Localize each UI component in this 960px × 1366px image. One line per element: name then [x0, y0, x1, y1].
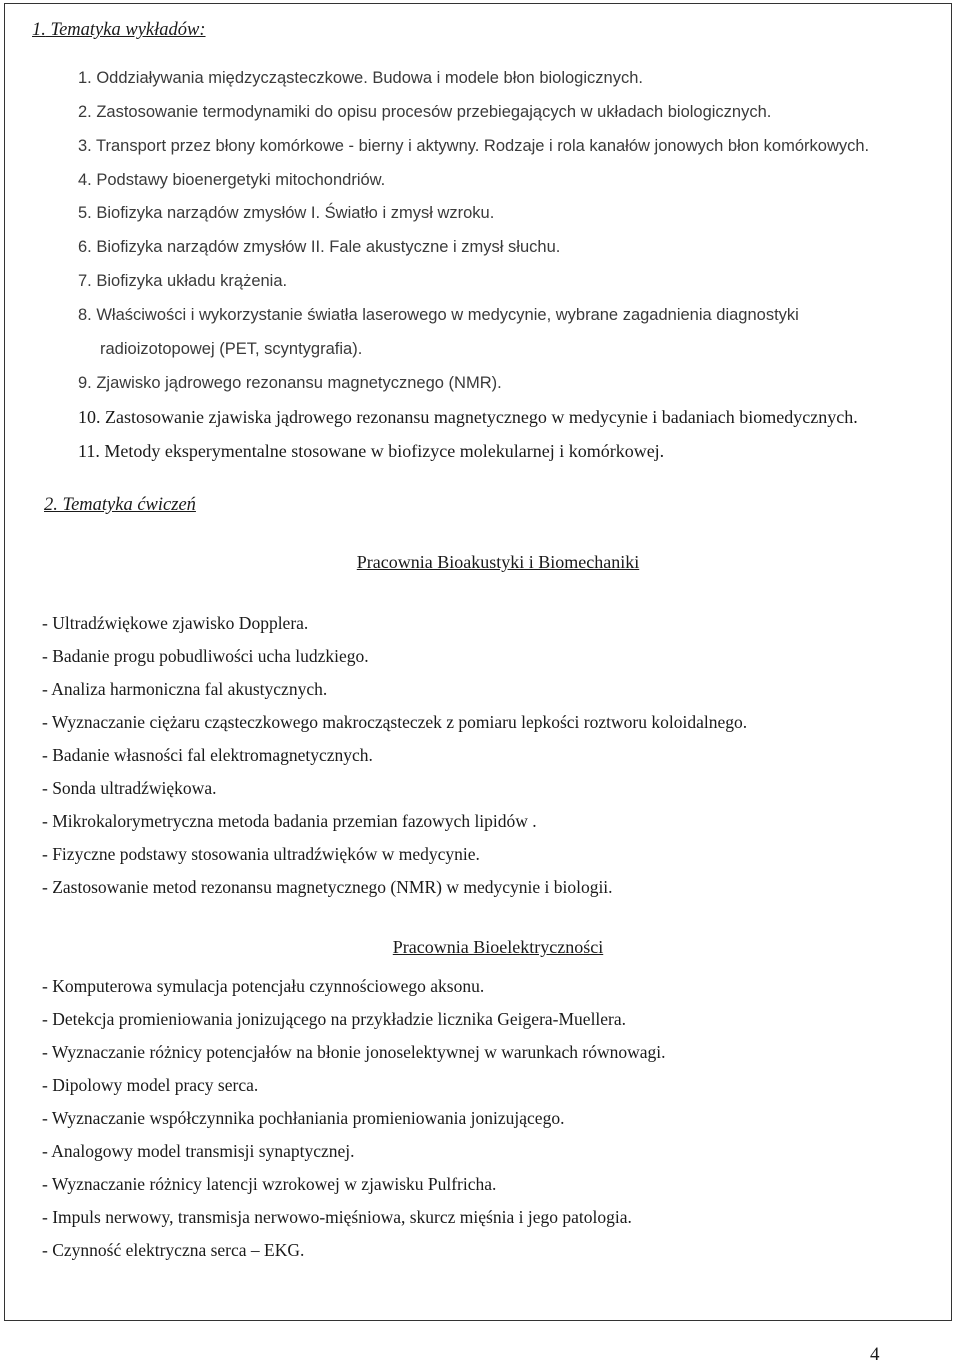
lab-1-item: - Zastosowanie metod rezonansu magnetycznego (NMR) w medycynie i biologii.: [42, 877, 613, 897]
lab-2-item: - Dipolowy model pracy serca.: [42, 1075, 259, 1095]
lab-2-title: Pracownia Bioelektryczności: [392, 937, 604, 957]
lab-2-item: - Analogowy model transmisji synaptycznej.: [42, 1141, 355, 1161]
lab-2-item: - Czynność elektryczna serca – EKG.: [42, 1240, 305, 1260]
section-2-heading: 2. Tematyka ćwiczeń: [44, 495, 196, 515]
page-number: 4: [870, 1344, 880, 1365]
lecture-item-3: 3. Transport przez błony komórkowe - bierny i aktywny. Rodzaje i rola kanałów jonowych błon komórkowych.: [78, 137, 870, 155]
lecture-item-8: 8. Właściwości i wykorzystanie światła laserowego w medycynie, wybrane zagadnienia diagnostyki: [78, 306, 799, 324]
lecture-item-2: 2. Zastosowanie termodynamiki do opisu procesów przebiegających w układach biologicznych.: [78, 103, 772, 121]
lecture-item-7: 7. Biofizyka układu krążenia.: [78, 272, 288, 290]
lab-1-item: - Badanie własności fal elektromagnetycznych.: [42, 745, 373, 765]
lab-1-item: - Sonda ultradźwiękowa.: [42, 778, 217, 798]
lab-1-item: - Analiza harmoniczna fal akustycznych.: [42, 679, 328, 699]
lab-1-item: - Wyznaczanie ciężaru cząsteczkowego makrocząsteczek z pomiaru lepkości roztworu koloidalnego.: [42, 712, 748, 732]
lab-2-item: - Wyznaczanie współczynnika pochłaniania promieniowania jonizującego.: [42, 1108, 565, 1128]
lecture-item-9: 9. Zjawisko jądrowego rezonansu magnetycznego (NMR).: [78, 374, 502, 392]
lecture-item-8-continued: radioizotopowej (PET, scyntygrafia).: [100, 340, 363, 358]
lab-2-item: - Komputerowa symulacja potencjału czynnościowego aksonu.: [42, 976, 485, 996]
lab-2-item: - Wyznaczanie różnicy latencji wzrokowej w zjawisku Pulfricha.: [42, 1174, 497, 1194]
lecture-item-6: 6. Biofizyka narządów zmysłów II. Fale akustyczne i zmysł słuchu.: [78, 238, 561, 256]
lab-1-item: - Badanie progu pobudliwości ucha ludzkiego.: [42, 646, 369, 666]
section-1-number: 1.: [32, 20, 46, 40]
lab-2-item: - Wyznaczanie różnicy potencjałów na błonie jonoselektywnej w warunkach równowagi.: [42, 1042, 666, 1062]
lab-2-item: - Detekcja promieniowania jonizującego na przykładzie licznika Geigera-Muellera.: [42, 1009, 627, 1029]
lab-1-item: - Ultradźwiękowe zjawisko Dopplera.: [42, 613, 309, 633]
section-1-title: Tematyka wykładów:: [50, 20, 206, 40]
lab-1-item: - Mikrokalorymetryczna metoda badania przemian fazowych lipidów .: [42, 811, 537, 831]
lab-1-item: - Fizyczne podstawy stosowania ultradźwięków w medycynie.: [42, 844, 480, 864]
lecture-item-1: 1. Oddziaływania międzycząsteczkowe. Budowa i modele błon biologicznych.: [78, 69, 643, 87]
lab-1-title: Pracownia Bioakustyki i Biomechaniki: [356, 552, 640, 572]
lab-2-item: - Impuls nerwowy, transmisja nerwowo-mięśniowa, skurcz mięśnia i jego patologia.: [42, 1207, 632, 1227]
lecture-item-10: 10. Zastosowanie zjawiska jądrowego rezonansu magnetycznego w medycynie i badaniach biomedycznych.: [78, 407, 858, 427]
lecture-item-11: 11. Metody eksperymentalne stosowane w biofizyce molekularnej i komórkowej.: [78, 441, 665, 461]
lecture-item-5: 5. Biofizyka narządów zmysłów I. Światło i zmysł wzroku.: [78, 204, 495, 222]
section-1-heading: [32, 20, 206, 41]
lecture-item-4: 4. Podstawy bioenergetyki mitochondriów.: [78, 171, 386, 189]
